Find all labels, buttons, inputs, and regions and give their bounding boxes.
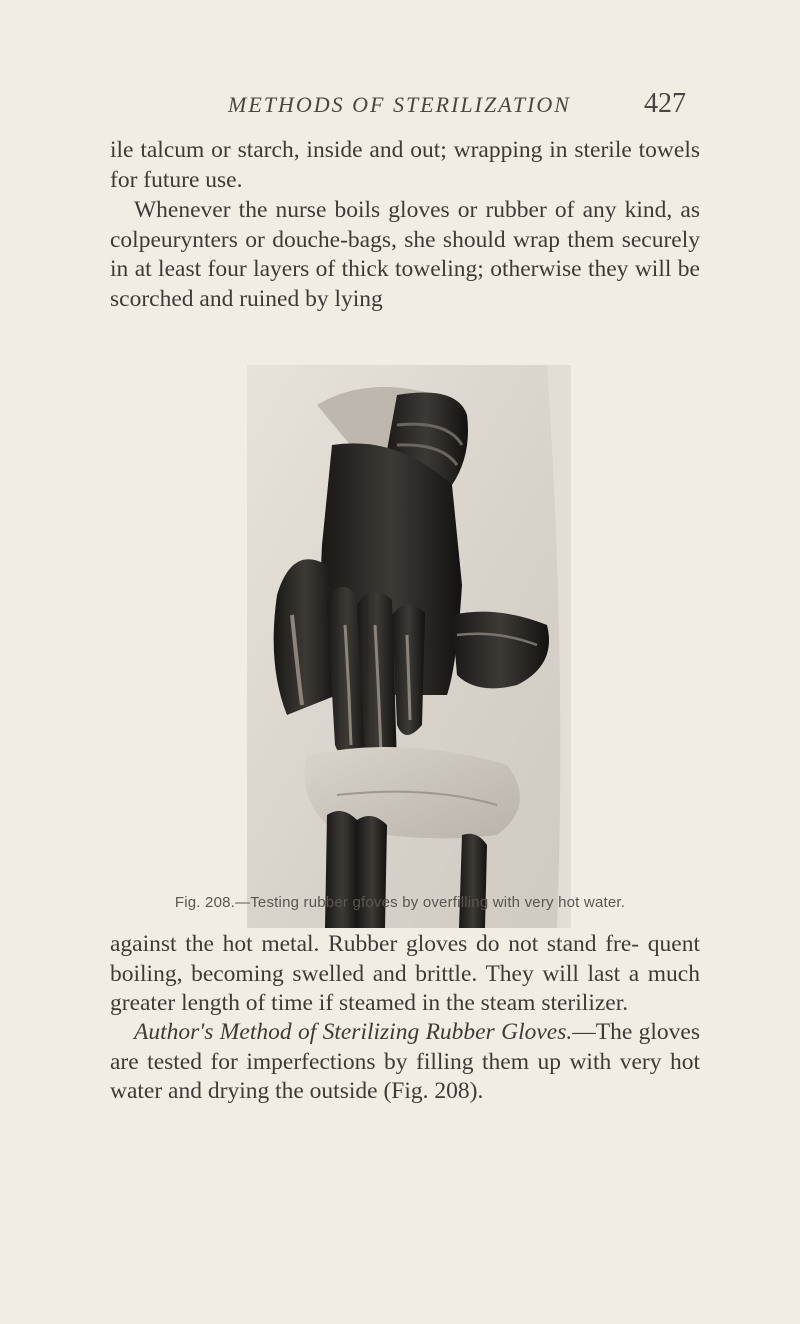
running-title: METHODS OF STERILIZATION bbox=[228, 92, 571, 117]
page-number: 427 bbox=[644, 88, 686, 119]
paragraph-1: ile talcum or starch, inside and out; wrapping in sterile towels for future use. bbox=[110, 137, 700, 193]
paragraph-4-body: —The gloves are tested for imperfections by filling them up with very hot water and drying the outside (Fig. 208). bbox=[110, 1019, 700, 1104]
paragraph-3: against the hot metal. Rubber gloves do not stand fre- quent boiling, becoming swelled and brittle. They will last a much greater length of time if steamed in the steam sterilizer. bbox=[110, 931, 700, 1016]
figure-caption: Fig. 208.—Testing rubber gfoves by overfilling with very hot water. bbox=[174, 894, 626, 911]
glove-photograph bbox=[247, 365, 571, 928]
paragraph-4 bbox=[110, 1018, 700, 1107]
paragraph-2: Whenever the nurse boils gloves or rubber of any kind, as colpeurynters or douche-bags, she should wrap them securely in at least four layers of thick toweling; otherwise they will be scorched and ruined by lying bbox=[110, 197, 700, 312]
glove-photo-drawing bbox=[247, 365, 571, 928]
section-lead: Author's Method of Sterilizing Rubber Gloves. bbox=[134, 1019, 573, 1045]
